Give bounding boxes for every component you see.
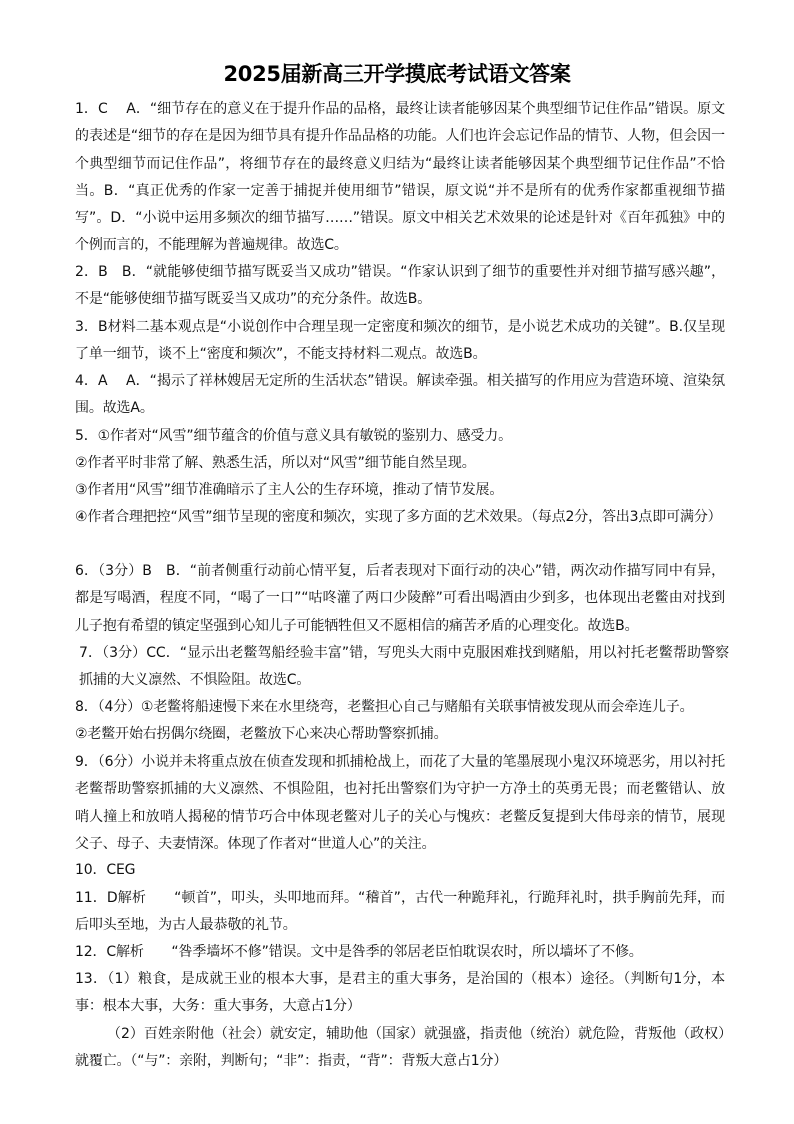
- answer-12: 12．C解析 “咎季墙坏不修”错误。文中是咎季的邻居老臣怕耽误农时，所以墙坏了不修。: [75, 944, 643, 960]
- answer-5-point-4: ④作者合理把控“风雪”细节呈现的密度和频次，实现了多方面的艺术效果。（每点2分，答出3点即可满分）: [75, 509, 722, 525]
- answer-4: 4．A A．“揭示了祥林嫂居无定所的生活状态”错误。解读牵强。相关描写的作用应为营造环境、渲染氛围。故选A。: [75, 373, 725, 417]
- answer-13-part-2: （2）百姓亲附他（社会）就安定，辅助他（国家）就强盛，指责他（统治）就危险，背叛他（政权）就覆亡。（“与”：亲附，判断句；“非”：指责，“背”：背叛大意占1分）: [75, 1026, 725, 1070]
- answer-13-part-1: 13．（1）粮食，是成就王业的根本大事，是君主的重大事务，是治国的（根本）途径。（判断句1分，本事：根本大事，大务：重大事务，大意占1分）: [75, 971, 725, 1015]
- answer-5-point-3: ③作者用“风雪”细节准确暗示了主人公的生存环境，推动了情节发展。: [75, 482, 504, 498]
- answer-5-point-2: ②作者平时非常了解、熟悉生活，所以对“风雪”细节能自然呈现。: [75, 455, 476, 471]
- answer-1: 1．C A．“细节存在的意义在于提升作品的品格，最终让读者能够因某个典型细节记住作品”错误。原文的表述是“细节的存在是因为细节具有提升作品品格的功能。人们也许会忘记作品的情节、人物，但会因一个典型细节而记住作品”，将细节存在的最终意义归结为“最终让读者能够因某个典型细节记住作品”不恰当。B．“真正优秀的作家一定善于捕捉并使用细节”错误，原文说“并不是所有的优秀作家都重视细节描写”。D．“小说中运用多频次的细节描写……”错误。原文中相关艺术效果的论述是针对《百年孤独》中的个例而言的，不能理解为普遍规律。故选C。: [75, 101, 725, 254]
- answer-10: 10．CEG: [75, 862, 136, 878]
- answer-5-point-1: 5．①作者对“风雪”细节蕴含的价值与意义具有敏锐的鉴别力、感受力。: [75, 428, 513, 444]
- answer-8-point-2: ②老鳖开始右拐偶尔绕圈，老鳖放下心来决心帮助警察抓捕。: [75, 726, 448, 742]
- answer-6: 6．（3分）B B．“前者侧重行动前心情平复，后者表现对下面行动的决心”错，两次动作描写同中有异，都是写喝酒，程度不同，“喝了一口”“咕咚灌了两口少陵醉”可看出喝酒由少到多，也体现出老鳖由对找到儿子抱有希望的镇定坚强到心知儿子可能牺牲但又不愿相信的痛苦矛盾的心理变化。故选B。: [75, 563, 725, 634]
- answer-7: 7．（3分）CC．“显示出老鳖驾船经验丰富”错，写兜头大雨中克服困难找到赌船，用以衬托老鳖帮助警察抓捕的大义凛然、不惧险阻。故选C。: [79, 645, 729, 689]
- page-title: 2025届新高三开学摸底考试语文答案: [223, 62, 571, 86]
- answer-3: 3．B材料二基本观点是“小说创作中合理呈现一定密度和频次的细节，是小说艺术成功的关键”。B.仅呈现了单一细节，谈不上“密度和频次”，不能支持材料二观点。故选B。: [75, 319, 725, 363]
- answer-11: 11．D解析 “顿首”，叩头，头叩地而拜。“稽首”，古代一种跪拜礼，行跪拜礼时，拱手胸前先拜，而后叩头至地，为古人最恭敬的礼节。: [75, 890, 725, 934]
- answer-9: 9．（6分）小说并未将重点放在侦查发现和抓捕枪战上，而花了大量的笔墨展现小鬼汉环境恶劣，用以衬托老鳖帮助警察抓捕的大义凛然、不惧险阻，也衬托出警察们为守护一方净土的英勇无畏；而老鳖错认、放哨人撞上和放哨人揭秘的情节巧合中体现老鳖对儿子的关心与愧疚：老鳖反复提到大伟母亲的情节，展现父子、母子、夫妻情深。体现了作者对“世道人心”的关注。: [75, 754, 725, 852]
- answer-8-point-1: 8．（4分）①老鳖将船速慢下来在水里绕弯，老鳖担心自己与赌船有关联事情被发现从而会牵连儿子。: [75, 699, 694, 715]
- answer-2: 2．B B．“就能够使细节描写既妥当又成功”错误。“作家认识到了细节的重要性并对细节描写感兴趣”，不是“能够使细节描写既妥当又成功”的充分条件。故选B。: [75, 264, 725, 308]
